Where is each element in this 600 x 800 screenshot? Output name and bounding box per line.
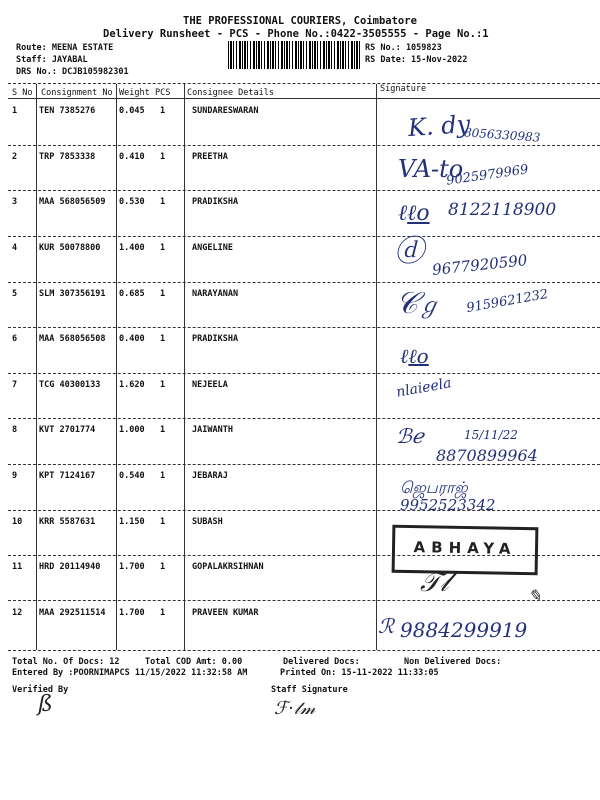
row-pcs: 1 bbox=[160, 289, 166, 299]
row-rule bbox=[8, 190, 600, 191]
row-pcs: 1 bbox=[160, 152, 166, 162]
row-consignee: GOPALAKRSIHNAN bbox=[192, 562, 264, 572]
row-consignment: SLM 307356191 bbox=[39, 289, 106, 299]
row-consignee: NEJEELA bbox=[192, 380, 228, 390]
handwritten-signature: K. dy bbox=[407, 109, 472, 143]
entered-by: Entered By :POORNIMAPCS 11/15/2022 11:32:58 AM bbox=[12, 668, 248, 678]
row-consignment: KPT 7124167 bbox=[39, 471, 96, 481]
col-header-weight: Weight bbox=[119, 88, 150, 98]
handwritten-phone: 8870899964 bbox=[436, 446, 538, 465]
handwritten-phone: 9677920590 bbox=[431, 251, 529, 279]
row-sno: 1 bbox=[12, 106, 18, 116]
handwritten-signature-mark: ℓℓo bbox=[398, 201, 430, 226]
row-consignment: KVT 2701774 bbox=[39, 425, 96, 435]
row-weight: 1.400 bbox=[119, 243, 145, 253]
row-sno: 8 bbox=[12, 425, 18, 435]
col-header-consignment: Consignment No bbox=[41, 88, 113, 98]
row-sno: 4 bbox=[12, 243, 18, 253]
route-label: Route: MEENA ESTATE bbox=[16, 43, 114, 53]
stamp-text: ABHAYA bbox=[413, 538, 517, 558]
handwritten-signature-mark: ⓓ bbox=[394, 234, 424, 269]
row-consignment: MAA 568056508 bbox=[39, 334, 106, 344]
row-weight: 0.045 bbox=[119, 106, 145, 116]
row-sno: 3 bbox=[12, 197, 18, 207]
drs-number: DRS No.: DCJB105982301 bbox=[16, 67, 129, 77]
row-pcs: 1 bbox=[160, 517, 166, 527]
runsheet-subtitle: Delivery Runsheet - PCS - Phone No.:0422-3505555 - Page No.:1 bbox=[103, 28, 489, 40]
handwritten-signature-mark: 𝒯𝓁 bbox=[420, 568, 449, 598]
row-consignee: PREETHA bbox=[192, 152, 228, 162]
row-pcs: 1 bbox=[160, 562, 166, 572]
handwritten-signature: nlaieela bbox=[395, 375, 453, 401]
row-consignment: MAA 568056509 bbox=[39, 197, 106, 207]
row-weight: 0.400 bbox=[119, 334, 145, 344]
row-pcs: 1 bbox=[160, 197, 166, 207]
handwritten-signature-mark: 𝒞ℊ bbox=[396, 286, 440, 321]
handwritten-phone: 9159621232 bbox=[465, 286, 550, 317]
barcode bbox=[228, 41, 360, 69]
row-sno: 12 bbox=[12, 608, 23, 618]
row-consignment: TRP 7853338 bbox=[39, 152, 96, 162]
row-weight: 1.620 bbox=[119, 380, 145, 390]
handwritten-phone: 9884299919 bbox=[400, 618, 528, 642]
row-pcs: 1 bbox=[160, 380, 166, 390]
rubber-stamp bbox=[392, 525, 539, 576]
handwritten-signature: VA-to bbox=[398, 155, 464, 183]
row-weight: 0.540 bbox=[119, 471, 145, 481]
col-divider bbox=[376, 84, 377, 650]
row-consignee: PRAVEEN KUMAR bbox=[192, 608, 259, 618]
row-weight: 0.410 bbox=[119, 152, 145, 162]
col-header-consignee: Consignee Details bbox=[187, 88, 274, 98]
row-consignee: SUNDARESWARAN bbox=[192, 106, 259, 116]
row-weight: 1.700 bbox=[119, 608, 145, 618]
row-sno: 2 bbox=[12, 152, 18, 162]
table-bottom-rule bbox=[8, 650, 600, 651]
row-consignment: KRR 5587631 bbox=[39, 517, 96, 527]
col-header-signature: Signature bbox=[380, 84, 427, 94]
row-rule bbox=[8, 600, 600, 601]
col-divider bbox=[116, 84, 117, 650]
row-sno: 11 bbox=[12, 562, 23, 572]
handwritten-signature-mark: ℬℯ bbox=[396, 424, 424, 448]
row-sno: 5 bbox=[12, 289, 18, 299]
row-pcs: 1 bbox=[160, 334, 166, 344]
row-rule bbox=[8, 236, 600, 237]
col-divider bbox=[36, 84, 37, 650]
col-header-sno: S No bbox=[12, 88, 33, 98]
row-consignment: TEN 7385276 bbox=[39, 106, 96, 116]
header-rule bbox=[8, 98, 600, 99]
handwritten-phone: 8122118900 bbox=[448, 200, 557, 220]
row-rule bbox=[8, 418, 600, 419]
row-consignment: TCG 40300133 bbox=[39, 380, 101, 390]
row-consignee: JAIWANTH bbox=[192, 425, 233, 435]
verifier-signature-mark: ß bbox=[38, 692, 53, 717]
row-weight: 1.150 bbox=[119, 517, 145, 527]
col-divider bbox=[184, 84, 185, 650]
row-sno: 9 bbox=[12, 471, 18, 481]
row-rule bbox=[8, 282, 600, 283]
row-pcs: 1 bbox=[160, 425, 166, 435]
printed-on: Printed On: 15-11-2022 11:33:05 bbox=[280, 668, 439, 678]
row-pcs: 1 bbox=[160, 106, 166, 116]
non-delivered-docs: Non Delivered Docs: bbox=[404, 657, 502, 667]
row-consignee: SUBASH bbox=[192, 517, 223, 527]
handwritten-phone: 9952523342 bbox=[400, 496, 496, 514]
total-docs: Total No. Of Docs: 12 bbox=[12, 657, 120, 667]
row-consignee: ANGELINE bbox=[192, 243, 233, 253]
row-weight: 1.700 bbox=[119, 562, 145, 572]
row-consignee: JEBARAJ bbox=[192, 471, 228, 481]
handwritten-signature-mark: ✎ bbox=[528, 586, 542, 605]
staff-label: Staff: JAYABAL bbox=[16, 55, 88, 65]
row-weight: 1.000 bbox=[119, 425, 145, 435]
row-rule bbox=[8, 510, 600, 511]
handwritten-signature-mark: ℛ bbox=[378, 614, 394, 638]
row-consignee: NARAYANAN bbox=[192, 289, 239, 299]
row-sno: 7 bbox=[12, 380, 18, 390]
row-consignment: HRD 20114940 bbox=[39, 562, 101, 572]
rs-number: RS No.: 1059823 bbox=[365, 43, 442, 53]
row-pcs: 1 bbox=[160, 471, 166, 481]
company-title: THE PROFESSIONAL COURIERS, Coimbatore bbox=[183, 15, 417, 27]
row-weight: 0.530 bbox=[119, 197, 145, 207]
row-rule bbox=[8, 373, 600, 374]
row-consignee: PRADIKSHA bbox=[192, 197, 239, 207]
row-pcs: 1 bbox=[160, 243, 166, 253]
row-pcs: 1 bbox=[160, 608, 166, 618]
total-cod: Total COD Amt: 0.00 bbox=[145, 657, 243, 667]
handwritten-signature: ஜெபராஜ் bbox=[400, 478, 468, 497]
col-header-pcs: PCS bbox=[155, 88, 171, 98]
handwritten-phone: 9025979969 bbox=[445, 162, 530, 189]
delivered-docs: Delivered Docs: bbox=[283, 657, 360, 667]
handwritten-phone: 8056330983 bbox=[463, 125, 541, 145]
row-rule bbox=[8, 145, 600, 146]
row-sno: 10 bbox=[12, 517, 23, 527]
staff-signature-mark: ℱ·𝓉𝓂 bbox=[274, 698, 316, 719]
rs-date: RS Date: 15-Nov-2022 bbox=[365, 55, 468, 65]
staff-signature-label: Staff Signature bbox=[271, 685, 348, 695]
row-consignee: PRADIKSHA bbox=[192, 334, 239, 344]
verified-by-label: Verified By bbox=[12, 685, 69, 695]
handwritten-signature-mark: ℓℓo bbox=[400, 344, 429, 368]
row-sno: 6 bbox=[12, 334, 18, 344]
row-rule bbox=[8, 327, 600, 328]
row-consignment: KUR 50078800 bbox=[39, 243, 101, 253]
row-consignment: MAA 292511514 bbox=[39, 608, 106, 618]
handwritten-date: 15/11/22 bbox=[464, 428, 518, 442]
row-weight: 0.685 bbox=[119, 289, 145, 299]
table-top-rule bbox=[8, 83, 600, 84]
